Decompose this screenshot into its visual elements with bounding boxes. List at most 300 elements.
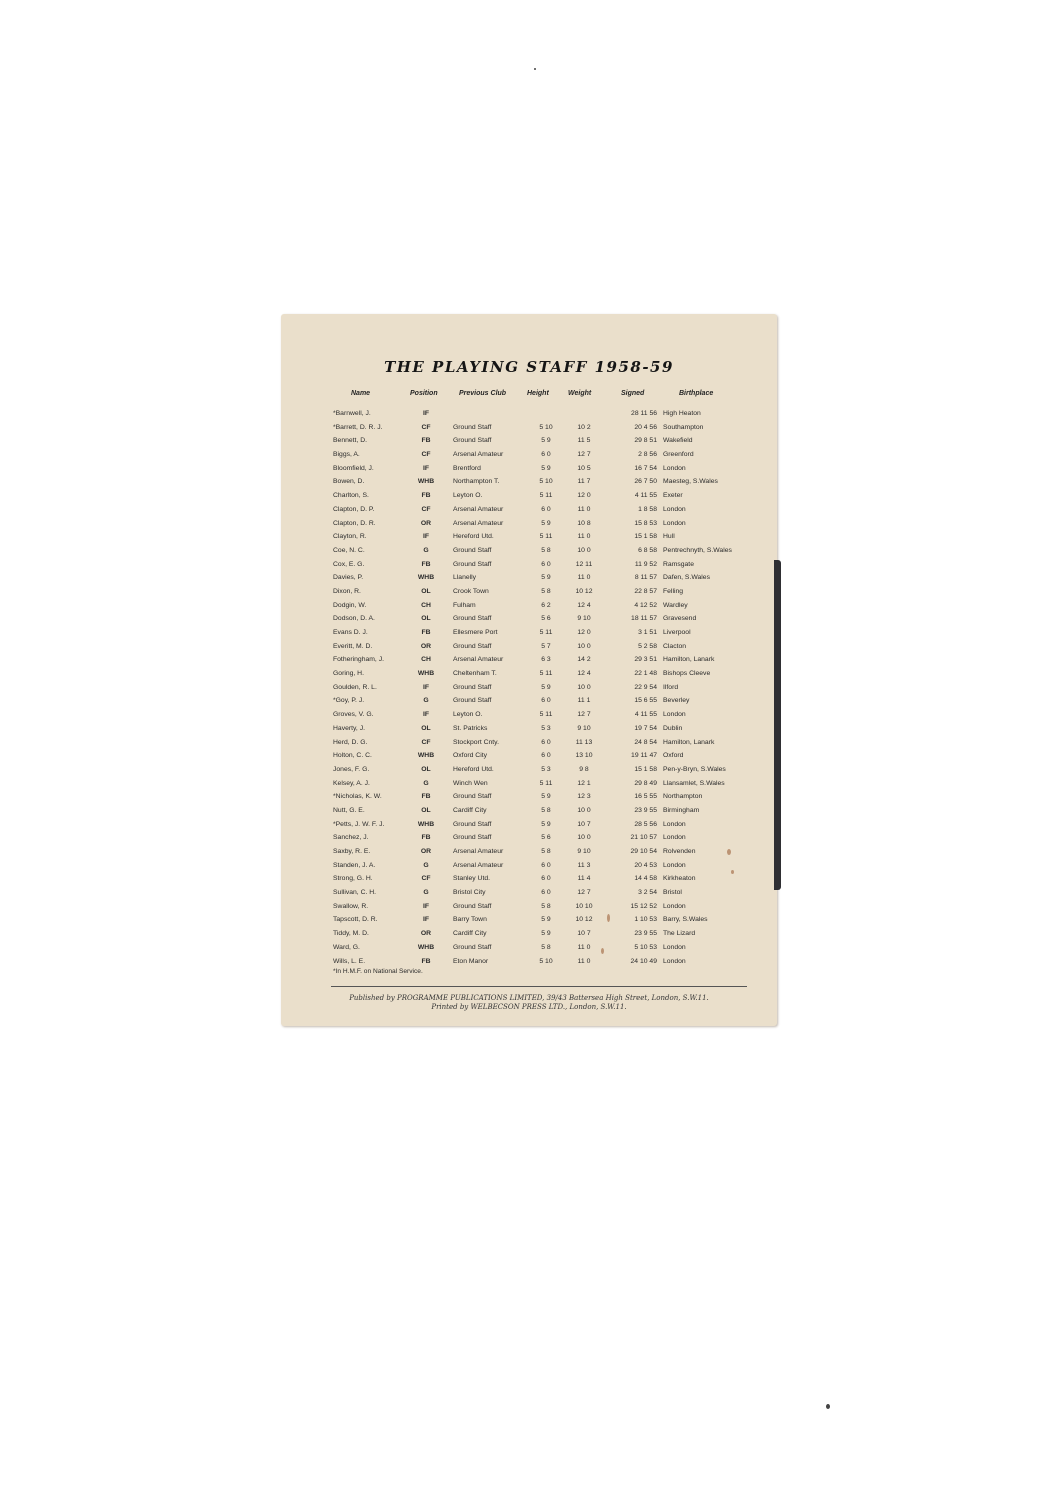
cell-club: Hereford Utd. [453, 765, 494, 773]
cell-club: Ground Staff [453, 697, 492, 705]
cell-birthplace: Rolvenden [663, 848, 696, 855]
cell-name: *Barnwell, J. [333, 410, 371, 417]
cell-weight: 10 10 [575, 902, 593, 910]
cell-club: Ground Staff [453, 615, 492, 623]
page-title: THE PLAYING STAFF 1958-59 [384, 358, 674, 376]
cell-name: Clayton, R. [333, 533, 367, 541]
cell-weight: 13 10 [575, 752, 593, 760]
cell-weight: 9 8 [579, 765, 589, 773]
cell-name: *Goy, P. J. [333, 697, 365, 705]
cell-height: 6 0 [541, 889, 551, 897]
table-row [281, 421, 777, 435]
cell-name: Herd, D. G. [333, 738, 368, 746]
cell-height: 6 0 [541, 697, 551, 705]
cell-signed: 16 7 54 [634, 464, 657, 472]
header-name: Name [351, 390, 371, 397]
cell-birthplace: Barry, S.Wales [663, 916, 708, 924]
table-row [281, 872, 777, 886]
cell-signed: 20 4 53 [634, 861, 657, 869]
cell-signed: 22 1 48 [634, 670, 657, 678]
table-row [281, 667, 777, 681]
cell-birthplace: Maesteg, S.Wales [663, 478, 718, 486]
cell-club: Leyton O. [453, 711, 483, 719]
cell-weight: 10 8 [577, 519, 591, 527]
table-row [281, 859, 777, 873]
cell-signed: 23 9 55 [634, 930, 657, 938]
cell-club: Arsenal Amateur [453, 656, 504, 664]
cell-birthplace: Pentrechnyth, S.Wales [663, 546, 732, 554]
cell-birthplace: The Lizard [663, 930, 696, 938]
cell-height: 6 0 [541, 505, 551, 513]
cell-height: 5 9 [541, 916, 551, 924]
table-row [281, 434, 777, 448]
cell-height: 6 0 [541, 451, 551, 459]
cell-birthplace: Birmingham [663, 806, 700, 814]
table-row [281, 475, 777, 489]
cell-pos: IF [422, 683, 430, 691]
cell-height: 5 9 [541, 464, 551, 472]
cell-birthplace: Bishops Cleeve [663, 670, 711, 678]
cell-weight: 10 12 [575, 587, 593, 595]
cell-name: Standen, J. A. [333, 861, 376, 869]
cell-name: Bowen, D. [333, 478, 365, 486]
table-row [281, 612, 777, 626]
table-row [281, 530, 777, 544]
table-row [281, 653, 777, 667]
cell-signed: 5 10 53 [634, 943, 657, 951]
cell-name: Ward, G. [333, 943, 360, 951]
table-row [281, 708, 777, 722]
cell-name: Saxby, R. E. [333, 848, 371, 855]
cell-signed: 26 7 50 [634, 478, 657, 486]
cell-birthplace: Bristol [663, 889, 682, 897]
cell-pos: IF [422, 464, 430, 472]
cell-weight: 10 5 [577, 464, 591, 472]
stain-mark [727, 849, 731, 855]
cell-height: 5 9 [541, 574, 551, 582]
header-birthplace: Birthplace [679, 390, 714, 397]
publisher-line: Published by PROGRAMME PUBLICATIONS LIMITED, 39/43 Battersea High Street, London, S.W.11. [349, 994, 709, 1002]
cell-signed: 28 11 56 [631, 410, 657, 417]
cell-signed: 29 3 51 [634, 656, 657, 664]
table-row [281, 681, 777, 695]
cell-weight: 11 4 [577, 875, 591, 883]
cell-name: Dodson, D. A. [333, 615, 375, 623]
cell-club: Arsenal Amateur [453, 519, 504, 527]
cell-height: 5 11 [539, 533, 553, 541]
cell-club: Cardiff City [453, 806, 487, 814]
cell-pos: OL [421, 587, 431, 595]
cell-club: Ground Staff [453, 793, 492, 801]
cell-birthplace: Hull [663, 533, 675, 541]
cell-signed: 20 4 56 [634, 423, 657, 431]
staple-spine [774, 560, 781, 890]
table-row [281, 599, 777, 613]
cell-height: 5 8 [541, 806, 551, 814]
table-row [281, 777, 777, 791]
table-row [281, 763, 777, 777]
cell-height: 5 8 [541, 587, 551, 595]
cell-height: 5 9 [541, 793, 551, 801]
cell-height: 5 8 [541, 943, 551, 951]
cell-height: 6 0 [541, 752, 551, 760]
cell-weight: 12 4 [577, 601, 591, 609]
cell-pos: FB [421, 834, 431, 842]
cell-club: Stanley Utd. [453, 875, 491, 883]
cell-birthplace: London [663, 711, 686, 719]
cell-name: Swallow, R. [333, 902, 369, 910]
cell-name: Strong, G. H. [333, 875, 373, 883]
cell-height: 6 0 [541, 738, 551, 746]
table-row [281, 544, 777, 558]
table-row [281, 941, 777, 955]
cell-birthplace: Ramsgate [663, 560, 694, 568]
cell-club: Winch Wen [453, 779, 488, 787]
table-row [281, 722, 777, 736]
cell-pos: OL [421, 724, 431, 732]
cell-pos: CH [421, 601, 431, 609]
cell-club: Eton Manor [453, 957, 489, 965]
cell-birthplace: Southampton [663, 423, 704, 431]
stain-mark [731, 870, 734, 874]
cell-name: *Nicholas, K. W. [333, 793, 382, 801]
cell-name: Kelsey, A. J. [333, 779, 370, 787]
player-table [281, 407, 777, 968]
cell-birthplace: Oxford [663, 752, 684, 760]
cell-birthplace: Beverley [663, 697, 690, 705]
cell-pos: OR [420, 930, 432, 938]
cell-club: Ground Staff [453, 943, 492, 951]
cell-birthplace: Hamilton, Lanark [663, 656, 715, 664]
cell-height: 5 9 [541, 930, 551, 938]
table-row [281, 886, 777, 900]
cell-weight: 11 0 [577, 505, 591, 513]
cell-club: Arsenal Amateur [453, 505, 504, 513]
cell-club: Brentford [453, 464, 481, 472]
cell-club: Arsenal Amateur [453, 848, 504, 855]
cell-signed: 21 10 57 [630, 834, 657, 842]
cell-height: 6 0 [541, 875, 551, 883]
cell-birthplace: Greenford [663, 451, 694, 459]
cell-height: 5 11 [539, 670, 553, 678]
cell-weight: 11 1 [577, 697, 591, 705]
cell-signed: 2 8 56 [638, 451, 657, 459]
cell-birthplace: Dafen, S.Wales [663, 574, 710, 582]
table-row [281, 790, 777, 804]
cell-height: 5 11 [539, 629, 553, 636]
cell-club: Bristol City [453, 889, 486, 897]
cell-weight: 11 3 [577, 861, 591, 869]
cell-pos: IF [422, 711, 430, 719]
cell-name: Jones, F. G. [333, 765, 370, 773]
cell-pos: FB [421, 437, 431, 445]
cell-name: Holton, C. C. [333, 752, 372, 760]
cell-weight: 11 13 [575, 738, 593, 746]
cell-name: *Petts, J. W. F. J. [333, 820, 385, 828]
cell-weight: 10 2 [577, 423, 591, 431]
cell-height: 5 8 [541, 902, 551, 910]
cell-height: 5 7 [541, 642, 551, 650]
cell-name: Cox, E. G. [333, 560, 365, 568]
cell-pos: CF [421, 738, 431, 746]
cell-signed: 1 10 53 [634, 916, 657, 924]
header-position: Position [410, 390, 438, 397]
header-signed: Signed [621, 390, 645, 397]
cell-name: Dixon, R. [333, 587, 361, 595]
table-row [281, 558, 777, 572]
header-height: Height [527, 390, 549, 397]
cell-birthplace: London [663, 834, 686, 842]
cell-height: 5 8 [541, 848, 551, 855]
cell-birthplace: London [663, 820, 686, 828]
cell-birthplace: Felling [663, 587, 684, 595]
cell-weight: 12 3 [577, 793, 591, 801]
cell-pos: IF [422, 902, 430, 910]
cell-name: Fotheringham, J. [333, 656, 384, 664]
cell-birthplace: Liverpool [663, 629, 691, 636]
cell-signed: 15 12 52 [630, 902, 657, 910]
cell-birthplace: London [663, 957, 686, 965]
printer-line: Printed by WELBECSON PRESS LTD., London, S.W.11. [431, 1003, 627, 1011]
cell-weight: 9 10 [577, 724, 591, 732]
cell-weight: 10 0 [577, 806, 591, 814]
table-row [281, 407, 777, 421]
cell-name: Clapton, D. P. [333, 505, 375, 513]
cell-club: Ground Staff [453, 437, 492, 445]
cell-pos: OL [421, 615, 431, 623]
cell-club: Hereford Utd. [453, 533, 494, 541]
table-row [281, 913, 777, 927]
cell-name: Coe, N. C. [333, 546, 365, 554]
cell-name: Groves, V. G. [333, 711, 374, 719]
cell-name: Sullivan, C. H. [333, 889, 377, 897]
cell-pos: FB [421, 629, 431, 636]
cell-height: 5 6 [541, 834, 551, 842]
cell-club: Ground Staff [453, 820, 492, 828]
cell-birthplace: Llansamlet, S.Wales [663, 779, 725, 787]
cell-signed: 15 8 53 [634, 519, 657, 527]
cell-name: Nutt, G. E. [333, 806, 365, 814]
cell-club: Ground Staff [453, 560, 492, 568]
cell-height: 6 0 [541, 861, 551, 869]
cell-weight: 14 2 [577, 656, 591, 664]
cell-pos: G [423, 697, 429, 705]
table-row [281, 818, 777, 832]
cell-signed: 4 11 55 [634, 711, 657, 719]
cell-signed: 8 11 57 [634, 574, 657, 582]
cell-signed: 15 6 55 [634, 697, 657, 705]
footnote: *In H.M.F. on National Service. [333, 968, 423, 975]
table-row [281, 736, 777, 750]
cell-birthplace: Dublin [663, 724, 683, 732]
cell-signed: 23 9 55 [634, 806, 657, 814]
cell-height: 5 8 [541, 546, 551, 554]
cell-club: St. Patricks [453, 724, 488, 732]
cell-signed: 19 7 54 [634, 724, 657, 732]
dust-speck [826, 1404, 830, 1409]
cell-weight: 10 7 [577, 820, 591, 828]
cell-weight: 9 10 [577, 848, 591, 855]
cell-pos: G [423, 861, 429, 869]
cell-club: Ground Staff [453, 683, 492, 691]
publisher-info [281, 994, 777, 1012]
cell-weight: 11 0 [577, 533, 591, 541]
programme-back-page [281, 314, 777, 1026]
cell-pos: G [423, 779, 429, 787]
cell-club: Oxford City [453, 752, 487, 760]
cell-signed: 29 10 54 [630, 848, 657, 855]
cell-pos: CH [421, 656, 431, 664]
cell-signed: 22 8 57 [634, 587, 657, 595]
cell-height: 5 6 [541, 615, 551, 623]
cell-pos: FB [421, 492, 431, 500]
cell-pos: CF [421, 423, 431, 431]
cell-pos: OL [421, 806, 431, 814]
cell-signed: 24 8 54 [634, 738, 657, 746]
cell-pos: OR [420, 519, 432, 527]
cell-signed: 29 8 51 [634, 437, 657, 445]
cell-birthplace: London [663, 943, 686, 951]
cell-weight: 10 12 [575, 916, 593, 924]
cell-pos: WHB [417, 820, 435, 828]
cell-weight: 12 7 [577, 711, 591, 719]
cell-birthplace: London [663, 505, 686, 513]
cell-birthplace: London [663, 902, 686, 910]
cell-pos: OL [421, 765, 431, 773]
cell-pos: IF [422, 533, 430, 541]
cell-name: Bennett, D. [333, 437, 368, 445]
cell-weight: 10 0 [577, 546, 591, 554]
cell-name: Goulden, R. L. [333, 683, 377, 691]
cell-club: Fulham [453, 601, 476, 609]
table-row [281, 955, 777, 969]
cell-weight: 9 10 [577, 615, 591, 623]
table-row [281, 489, 777, 503]
cell-height: 5 9 [541, 519, 551, 527]
cell-club: Ground Staff [453, 642, 492, 650]
cell-club: Northampton T. [453, 478, 500, 486]
table-row [281, 694, 777, 708]
cell-name: Haverty, J. [333, 724, 365, 732]
cell-height: 5 11 [539, 711, 553, 719]
table-row [281, 585, 777, 599]
cell-signed: 24 10 49 [630, 957, 657, 965]
header-weight: Weight [568, 390, 592, 397]
cell-signed: 6 8 58 [638, 546, 657, 554]
cell-height: 5 10 [539, 957, 553, 965]
cell-club: Arsenal Amateur [453, 861, 504, 869]
cell-name: Wills, L. E. [333, 957, 366, 965]
cell-club: Arsenal Amateur [453, 451, 504, 459]
cell-pos: WHB [417, 478, 435, 486]
cell-name: Dodgin, W. [333, 601, 367, 609]
cell-name: Bloomfield, J. [333, 464, 374, 472]
cell-signed: 11 9 52 [634, 560, 657, 568]
cell-weight: 11 0 [577, 957, 591, 965]
cell-pos: WHB [417, 752, 435, 760]
cell-pos: FB [421, 957, 431, 965]
cell-pos: CF [421, 505, 431, 513]
cell-weight: 12 0 [577, 492, 591, 500]
cell-signed: 15 1 58 [634, 533, 657, 541]
cell-weight: 12 0 [577, 629, 591, 636]
cell-weight: 12 11 [575, 560, 593, 568]
cell-name: Tiddy, M. D. [333, 930, 369, 938]
stain-mark [601, 948, 604, 954]
cell-pos: FB [421, 793, 431, 801]
cell-pos: OR [420, 848, 432, 855]
cell-height: 6 3 [541, 656, 551, 664]
cell-height: 5 9 [541, 820, 551, 828]
cell-pos: IF [422, 916, 430, 924]
cell-birthplace: Exeter [663, 492, 683, 500]
divider [331, 986, 747, 987]
cell-club: Ground Staff [453, 902, 492, 910]
table-row [281, 804, 777, 818]
cell-signed: 18 11 57 [631, 615, 657, 623]
stain-mark [607, 914, 610, 922]
cell-weight: 11 0 [577, 943, 591, 951]
table-row [281, 831, 777, 845]
cell-signed: 19 11 47 [631, 752, 657, 760]
cell-club: Stockport Cnty. [453, 738, 499, 746]
cell-pos: FB [421, 560, 431, 568]
cell-weight: 10 0 [577, 834, 591, 842]
cell-name: Davies, P. [333, 574, 364, 582]
cell-name: Sanchez, J. [333, 834, 369, 842]
cell-pos: G [423, 889, 429, 897]
table-row [281, 448, 777, 462]
table-row [281, 640, 777, 654]
cell-weight: 12 1 [577, 779, 591, 787]
cell-pos: IF [422, 410, 430, 417]
cell-name: Biggs, A. [333, 451, 360, 459]
cell-birthplace: Clacton [663, 642, 687, 650]
cell-birthplace: Hamilton, Lanark [663, 738, 715, 746]
cell-pos: CF [421, 875, 431, 883]
dust-speck [534, 68, 536, 70]
cell-height: 5 9 [541, 683, 551, 691]
cell-height: 5 11 [539, 492, 553, 500]
cell-pos: WHB [417, 670, 435, 678]
cell-signed: 22 9 54 [634, 683, 657, 691]
table-row [281, 749, 777, 763]
cell-signed: 16 5 55 [634, 793, 657, 801]
cell-weight: 12 4 [577, 670, 591, 678]
cell-name: *Barrett, D. R. J. [333, 423, 383, 431]
table-row [281, 571, 777, 585]
cell-pos: WHB [417, 943, 435, 951]
cell-club: Ground Staff [453, 423, 492, 431]
table-row [281, 845, 777, 859]
table-row [281, 503, 777, 517]
cell-weight: 12 7 [577, 889, 591, 897]
table-row [281, 462, 777, 476]
cell-pos: WHB [417, 574, 435, 582]
cell-height: 5 9 [541, 437, 551, 445]
header-previous-club: Previous Club [459, 390, 507, 397]
cell-birthplace: Northampton [663, 793, 703, 801]
cell-weight: 10 7 [577, 930, 591, 938]
cell-name: Tapscott, D. R. [333, 916, 378, 924]
cell-birthplace: High Heaton [663, 410, 701, 417]
cell-birthplace: Ilford [663, 683, 679, 691]
cell-weight: 12 7 [577, 451, 591, 459]
cell-weight: 10 0 [577, 642, 591, 650]
cell-name: Goring, H. [333, 670, 364, 678]
cell-signed: 5 2 58 [638, 642, 657, 650]
cell-signed: 29 8 49 [634, 779, 657, 787]
